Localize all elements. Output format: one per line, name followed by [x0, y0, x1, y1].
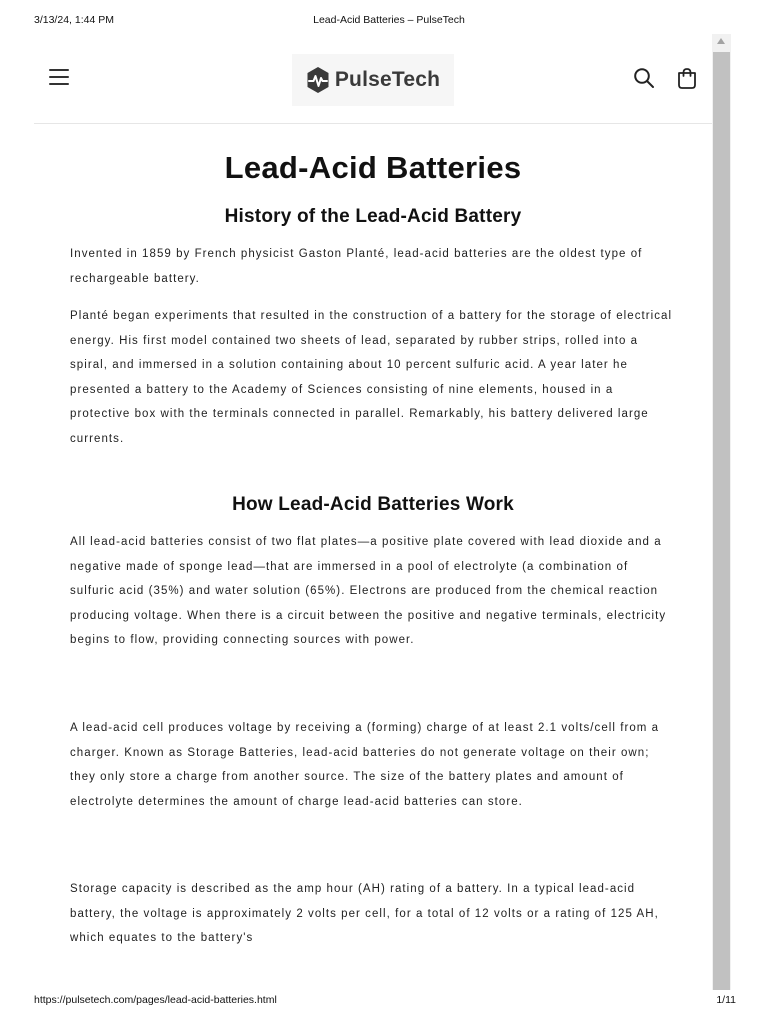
print-footer: [34, 994, 736, 1008]
site-logo[interactable]: [292, 54, 454, 106]
section-heading-history: History of the Lead-Acid Battery: [224, 206, 522, 227]
print-date: 3/13/24, 1:44 PM: [34, 14, 114, 26]
cart-icon[interactable]: [675, 66, 699, 90]
scroll-up-arrow-icon[interactable]: [717, 38, 725, 44]
paragraph: Storage capacity is described as the amp hour (AH) rating of a battery. In a typical lead-acid battery, the voltage is approximately 2 volts per cell, for a total of 12 volts or a rating of 125 AH, which equates to the battery's: [70, 883, 659, 945]
site-header: [34, 34, 712, 124]
paragraph: Planté began experiments that resulted in the construction of a battery for the storage of electrical energy. His first model contained two sheets of lead, separated by rubber strips, rolled into a spiral, and immersed in a solution containing about 10 percent sulfuric acid. A year later he presented a battery to the Academy of Sciences consisting of nine elements, housed in a protective box with the terminals connected in parallel. Remarkably, his battery delivered large currents.: [70, 310, 673, 445]
page-number: 1/11: [716, 994, 736, 1006]
paragraph: A lead-acid cell produces voltage by receiving a (forming) charge of at least 2.1 volts/cell from a charger. Known as Storage Batteries, lead-acid batteries do not generate voltage on their own; they only store a charge from another source. The size of the battery plates and amount of electrolyte determines the amount of charge lead-acid batteries can store.: [70, 722, 660, 808]
print-document-title: Lead-Acid Batteries – PulseTech: [313, 14, 465, 26]
print-header: [34, 14, 744, 28]
section-heading-how-it-works: How Lead-Acid Batteries Work: [232, 494, 514, 515]
page-url: https://pulsetech.com/pages/lead-acid-batteries.html: [34, 994, 277, 1006]
hamburger-menu-icon[interactable]: [49, 69, 69, 86]
scrollbar-thumb[interactable]: [713, 52, 730, 990]
paragraph: Invented in 1859 by French physicist Gaston Planté, lead-acid batteries are the oldest type of rechargeable battery.: [70, 248, 643, 285]
page-title: Lead-Acid Batteries: [224, 150, 522, 185]
search-icon[interactable]: [633, 67, 655, 89]
pulse-logo-mark-icon: [306, 66, 330, 94]
vertical-scrollbar[interactable]: [712, 34, 731, 990]
logo-text: PulseTech: [334, 68, 441, 91]
paragraph: All lead-acid batteries consist of two flat plates—a positive plate covered with lead dioxide and a negative made of sponge lead—that are immersed in a pool of electrolyte (a combination of sulfuric acid (35%) and water solution (65%). Electrons are produced from the chemical reaction producing voltage. When there is a circuit between the positive and negative terminals, electricity begins to flow, providing connecting sources with power.: [70, 536, 667, 647]
